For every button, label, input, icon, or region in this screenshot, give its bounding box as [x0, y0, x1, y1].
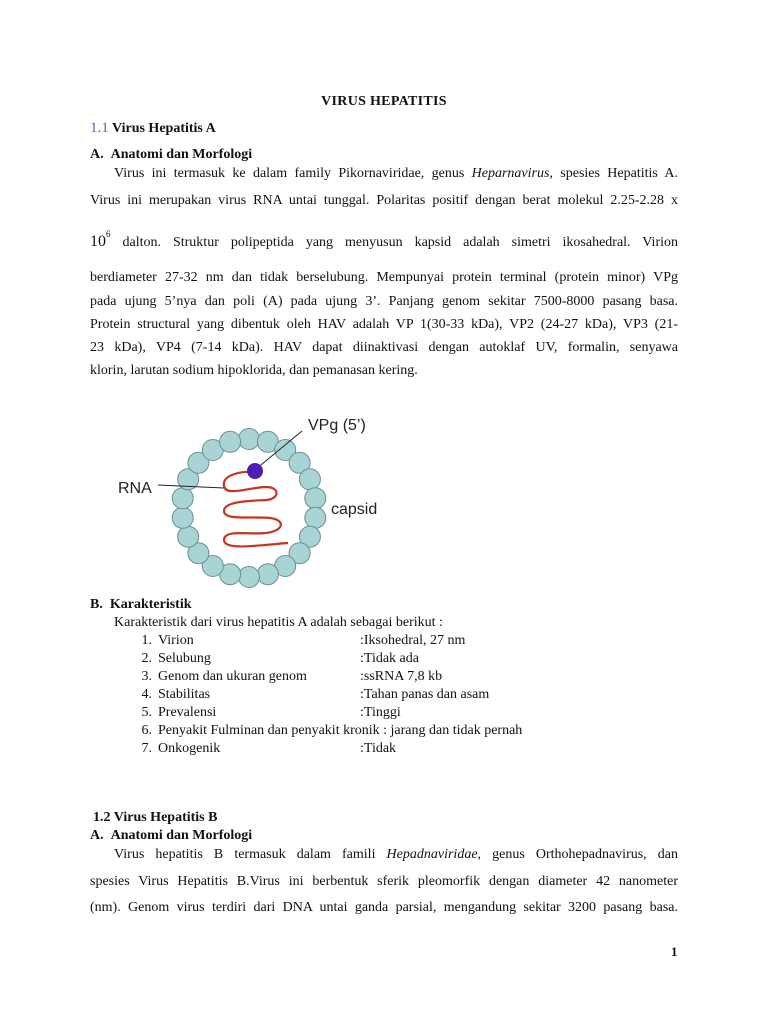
para-line: klorin, larutan sodium hipoklorida, dan pemanasan kering. — [90, 363, 418, 378]
para-line: 23 kDa), VP4 (7-14 kDa). HAV dapat diinaktivasi dengan autoklaf UV, formalin, senyawa — [90, 340, 678, 355]
list-value: :ssRNA 7,8 kb — [360, 669, 443, 684]
subheading-anatomi-b: A. Anatomi dan Morfologi — [90, 828, 253, 843]
capsomer — [305, 488, 326, 509]
para-line: $10^6$ dalton. Struktur polipeptida yang menyusun kapsid adalah simetri ikosahedral. Virion — [90, 229, 678, 250]
capsomer — [239, 567, 260, 588]
paragraph-hepatitis-a — [90, 165, 678, 381]
rna-label: RNA — [118, 480, 152, 497]
list-value: :Tinggi — [360, 705, 401, 720]
capsomer — [178, 526, 199, 547]
list-number: 6. — [141, 723, 152, 738]
capsomer — [299, 469, 320, 490]
list-number: 2. — [141, 651, 152, 666]
list-property: Penyakit Fulminan dan penyakit kronik : jarang dan tidak pernah — [158, 723, 523, 738]
para-line: (nm). Genom virus terdiri dari DNA untai ganda parsial, mengandung sekitar 3200 pasang basa. — [90, 900, 678, 915]
paragraph-hepatitis-b — [90, 846, 678, 918]
capsomer — [257, 564, 278, 585]
list-number: 3. — [141, 669, 152, 684]
list-number: 4. — [141, 687, 152, 702]
para-line: spesies Virus Hepatitis B.Virus ini berbentuk sferik pleomorfik dengan diameter 42 nanometer — [90, 874, 678, 889]
hav-virion-diagram — [100, 405, 400, 590]
section-number: 1.1 — [90, 120, 109, 136]
document-title: VIRUS HEPATITIS — [321, 94, 447, 109]
para-line: pada ujung 5’nya dan poli (A) pada ujung 3’. Panjang genom sekitar 7500-8000 pasang basa. — [90, 294, 678, 309]
list-property: Onkogenik — [158, 741, 221, 756]
list-number: 7. — [141, 741, 152, 756]
vpg-dot — [247, 463, 263, 479]
list-value: :Iksohedral, 27 nm — [360, 633, 466, 648]
para-line: Protein structural yang dibentuk oleh HAV adalah VP 1(30-33 kDa), VP2 (24-27 kDa), VP3 (21- — [90, 317, 678, 332]
list-property: Virion — [158, 633, 194, 648]
rna-strand — [224, 472, 288, 547]
capsomer — [305, 507, 326, 528]
list-value: :Tidak ada — [360, 651, 419, 666]
page-number: 1 — [671, 944, 678, 959]
list-property: Prevalensi — [158, 705, 217, 720]
karakteristik-intro: Karakteristik dari virus hepatitis A adalah sebagai berikut : — [114, 615, 443, 630]
list-property: Genom dan ukuran genom — [158, 669, 307, 684]
list-value: :Tidak — [360, 741, 397, 756]
exponent-base: 10 — [90, 233, 106, 250]
vpg-label: VPg (5’) — [308, 417, 366, 434]
capsid-label: capsid — [331, 501, 378, 518]
section-heading-1-1 — [90, 120, 216, 137]
exponent: 6 — [106, 229, 111, 239]
para-line: Virus ini merupakan virus RNA untai tunggal. Polaritas positif dengan berat molekul 2.25-2.28 x — [90, 193, 678, 208]
para-line: Virus hepatitis B termasuk dalam famili Hepadnaviridae, genus Orthohepadnavirus, dan — [114, 847, 678, 862]
para-line: berdiameter 27-32 nm dan tidak berselubung. Mempunyai protein terminal (protein minor) VPg — [90, 270, 678, 285]
list-property: Stabilitas — [158, 687, 211, 702]
list-number: 1. — [141, 633, 152, 648]
capsid-ring — [172, 429, 326, 588]
capsomer — [172, 507, 193, 528]
para-line: Virus ini termasuk ke dalam family Pikornaviridae, genus Heparnavirus, spesies Hepatitis A. — [114, 166, 679, 181]
list-number: 5. — [141, 705, 152, 720]
list-property: Selubung — [158, 651, 211, 666]
capsomer — [220, 431, 241, 452]
subheading-anatomi-a: A. Anatomi dan Morfologi — [90, 147, 253, 162]
subheading-karakteristik: B. Karakteristik — [90, 597, 192, 612]
capsomer — [172, 488, 193, 509]
section-title: Virus Hepatitis A — [112, 121, 216, 136]
list-value: :Tahan panas dan asam — [360, 687, 490, 702]
section-heading-1-2: 1.2 Virus Hepatitis B — [93, 810, 218, 825]
capsomer — [239, 429, 260, 450]
